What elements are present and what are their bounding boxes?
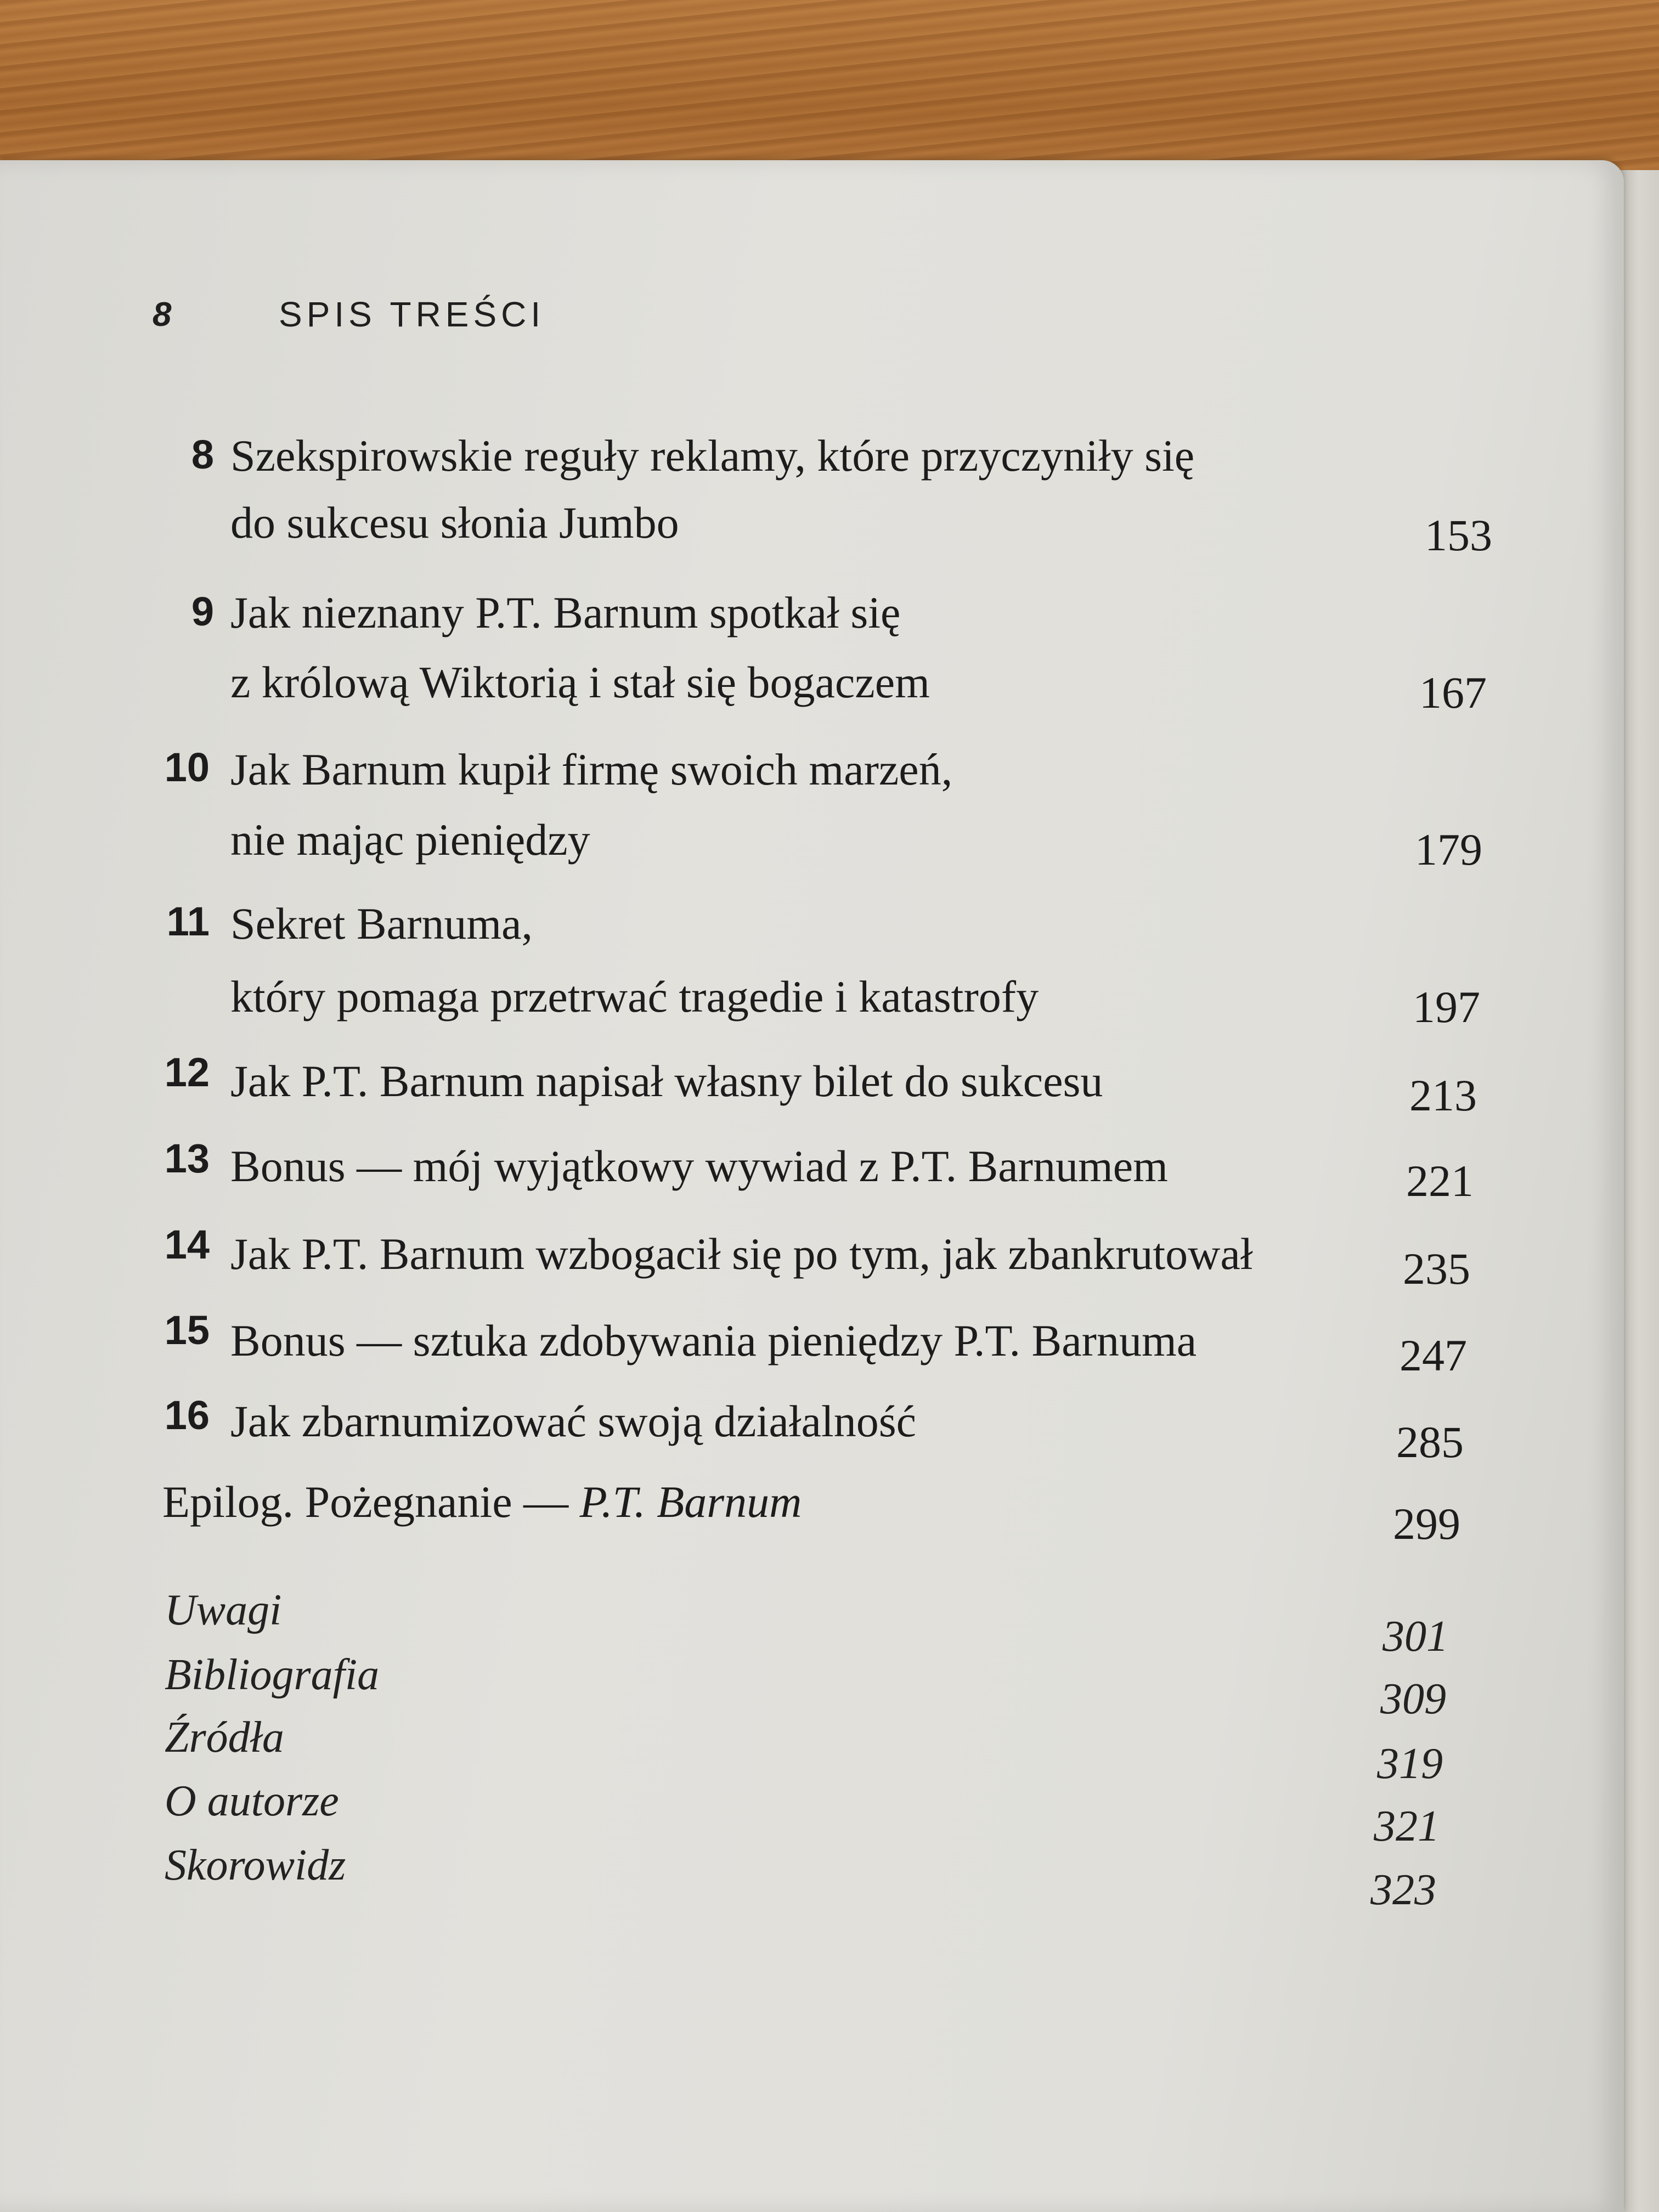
chapter-title-line: z królową Wiktorią i stał się bogaczem bbox=[230, 657, 930, 707]
chapter-number: 10 bbox=[164, 744, 210, 790]
chapter-title-line: Bonus — mój wyjątkowy wywiad z P.T. Barnumem bbox=[230, 1141, 1168, 1191]
running-head bbox=[153, 290, 545, 339]
back-matter-label: Bibliografia bbox=[165, 1651, 380, 1699]
chapter-title-line: Bonus — sztuka zdobywania pieniędzy P.T. Barnuma bbox=[230, 1316, 1197, 1365]
chapter-title-line: Sekret Barnuma, bbox=[230, 899, 533, 949]
back-matter-label: Uwagi bbox=[165, 1586, 282, 1634]
chapter-title-line: który pomaga przetrwać tragedie i katastrofy bbox=[230, 972, 1039, 1022]
back-matter-page: 301 bbox=[1383, 1612, 1448, 1661]
chapter-page-number: 235 bbox=[1403, 1244, 1470, 1294]
chapter-number: 9 bbox=[191, 589, 214, 634]
chapter-number: 11 bbox=[166, 899, 210, 944]
back-matter-page: 319 bbox=[1377, 1740, 1443, 1788]
back-matter-page: 321 bbox=[1374, 1802, 1440, 1850]
chapter-title-line: nie mając pieniędzy bbox=[230, 815, 590, 865]
chapter-number: 15 bbox=[164, 1307, 210, 1353]
chapter-page-number: 167 bbox=[1419, 668, 1487, 718]
chapter-page-number: 285 bbox=[1396, 1417, 1464, 1467]
back-matter-label: O autorze bbox=[165, 1777, 339, 1825]
epilogue-author: P.T. Barnum bbox=[579, 1477, 802, 1527]
chapter-number: 8 bbox=[191, 432, 214, 477]
chapter-title-line: Jak zbarnumizować swoją działalność bbox=[230, 1396, 917, 1446]
chapter-page-number: 179 bbox=[1415, 825, 1482, 874]
epilogue-label: Epilog. Pożegnanie — bbox=[162, 1477, 580, 1527]
chapter-page-number: 221 bbox=[1406, 1156, 1474, 1206]
epilogue-page-number: 299 bbox=[1393, 1499, 1460, 1549]
epilogue-title bbox=[162, 1477, 802, 1527]
chapter-title-line: Jak nieznany P.T. Barnum spotkał się bbox=[230, 588, 901, 637]
chapter-number: 13 bbox=[164, 1136, 210, 1181]
back-matter-label: Źródła bbox=[165, 1713, 284, 1762]
page-title: SPIS TREŚCI bbox=[279, 295, 545, 334]
chapter-title-line: do sukcesu słonia Jumbo bbox=[230, 498, 679, 548]
chapter-page-number: 247 bbox=[1400, 1330, 1467, 1380]
chapter-number: 12 bbox=[164, 1049, 210, 1095]
chapter-title-line: Jak Barnum kupił firmę swoich marzeń, bbox=[230, 744, 953, 794]
chapter-number: 14 bbox=[164, 1222, 210, 1267]
wooden-table-background bbox=[0, 0, 1659, 187]
chapter-number: 16 bbox=[164, 1392, 210, 1438]
page-number: 8 bbox=[153, 295, 172, 334]
back-matter-page: 309 bbox=[1380, 1675, 1446, 1723]
back-matter-label: Skorowidz bbox=[165, 1841, 346, 1889]
chapter-title-line: Jak P.T. Barnum wzbogacił się po tym, jak zbankrutował bbox=[230, 1229, 1253, 1279]
chapter-page-number: 213 bbox=[1409, 1070, 1477, 1120]
back-matter-page: 323 bbox=[1370, 1866, 1436, 1914]
chapter-title-line: Jak P.T. Barnum napisał własny bilet do sukcesu bbox=[230, 1056, 1103, 1106]
chapter-page-number: 153 bbox=[1425, 510, 1492, 560]
chapter-page-number: 197 bbox=[1413, 982, 1480, 1032]
chapter-title-line: Szekspirowskie reguły reklamy, które przyczyniły się bbox=[230, 431, 1195, 481]
